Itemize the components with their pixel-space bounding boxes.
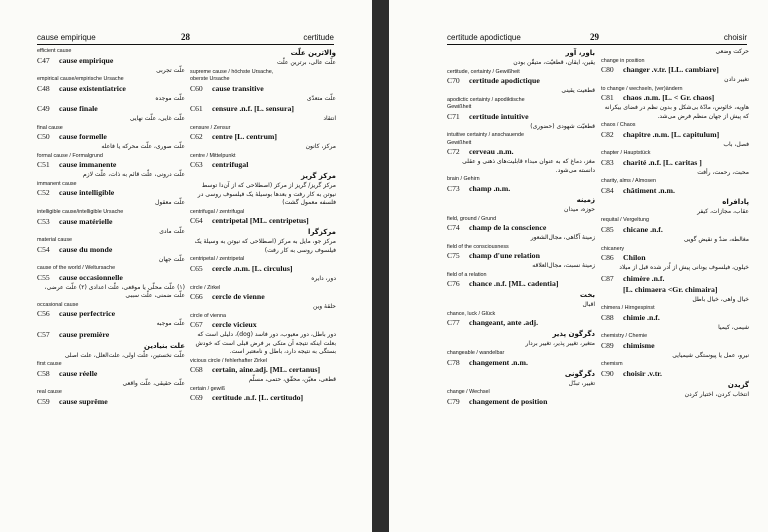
entry-term: chimisme [623,340,655,350]
entry-code: C77 [447,318,460,328]
dictionary-entry [37,188,185,198]
dictionary-entry [601,313,749,323]
entry-term: chimère .n.f. [623,273,665,283]
header-rule [447,44,747,45]
persian-definition: علّت معقول [155,199,185,207]
left-page-column-2 [190,48,336,404]
persian-definition: محبت، رحمت، رأفت [697,168,749,176]
entry-code: C81 [601,93,614,103]
dictionary-entry [190,84,336,94]
entry-term: cercle de vienne [212,292,265,302]
english-german-equivalent: requital / Vergeltung [601,217,649,224]
persian-definition: حرکت وضعی [715,48,749,55]
entry-term: cause transitive [212,83,264,93]
english-german-equivalent: centrifugal / zentrifugal [190,208,245,215]
header-left-word: cause empirique [37,33,96,42]
entry-term: châtiment .n.m. [623,185,675,195]
page-number: 28 [181,32,190,42]
entry-term: cause existentiatrice [59,83,126,93]
dictionary-entry [447,184,595,194]
entry-code: C47 [37,55,50,65]
persian-definition: نیرو، عمل یا پیوستگی شیمیایی [672,351,749,359]
dictionary-entry [601,186,749,196]
persian-headword: علت بنیادین [144,341,185,350]
left-page-column-1 [37,48,185,408]
persian-definition: دور باطل، دور معیوب، دور فاسد (dog)، دلیلی است که بعلت اینکه نتیجه آن متکی بر فرض قبلی است که خودش بستگی به نتیجه دارد، باطل و نامعتبر است. [195,331,336,356]
dictionary-entry [37,104,185,114]
persian-definition: علّت تجربی [156,66,185,74]
persian-definition: حلقهٔ وین [313,303,336,311]
dictionary-entry [37,132,185,142]
entry-term: cause matérielle [59,216,113,226]
dictionary-entry [601,65,749,75]
entry-term: centripetal [ML. centripetus] [212,216,309,226]
english-german-equivalent: change in position [601,57,645,64]
persian-headword: بخت [579,291,595,300]
english-german-equivalent: censure / Zensur [190,124,231,131]
persian-definition: علّت صوری، علّت محرکه یا فاعله [101,143,185,151]
entry-term: cause empirique [59,55,114,65]
persian-definition: علّت موجده [155,94,185,102]
persian-headword: باور، آور [565,49,595,57]
english-german-equivalent: chaos / Chaos [601,122,636,129]
english-equivalent: material cause [37,237,73,244]
entry-code: C82 [601,129,614,139]
entry-code: C84 [601,185,614,195]
persian-headword: والاترین علّت [290,49,336,57]
entry-code: C58 [37,368,50,378]
entry-term: chapitre .n.m. [L. capitulum] [623,129,720,139]
dictionary-entry [37,160,185,170]
persian-definition: (۱) علّت محلّی یا موقعی، علّت اعدادی (۲) علّت عرضی، علّت ضمنی، علّت سببی [44,283,185,300]
english-german-equivalent: circle of vienna [190,312,226,319]
dictionary-entry [447,223,595,233]
dictionary-entry [447,318,595,328]
right-page [389,0,768,532]
persian-definition: قطعیت یقینی [561,87,595,95]
entry-code: C63 [190,160,203,170]
entry-term: cause finale [59,104,98,114]
dictionary-entry [190,264,336,274]
entry-code: C55 [37,272,50,282]
entry-term: centre [L. centrum] [212,132,278,142]
persian-headword: دگرگونی [564,369,595,378]
entry-code: C52 [37,188,50,198]
persian-definition: مغز، دماغ که به عنوان مبداء قابلیت‌های ذهنی و عقلی دانسته می‌شود. [462,158,595,174]
entry-term: chance .n.f. [ML. cadentia] [469,279,559,289]
english-german-equivalent: charity, alms / Almosen [601,178,657,185]
english-german-equivalent: field of the consciousness [447,243,509,250]
dictionary-entry [447,279,595,289]
entry-term: cause du monde [59,244,113,254]
entry-code: C88 [601,312,614,322]
left-page [0,0,372,532]
persian-headword: دگرگون پذیر [552,330,595,339]
english-german-equivalent: apodictic certainty / apodiktische [447,96,525,103]
dictionary-entry [37,369,185,379]
dictionary-entry [601,274,749,284]
entry-code: C90 [601,368,614,378]
persian-definition: علّت نخستین، علّت اولی، علت‌العلل، علت اصلی [64,351,185,359]
persian-definition: قطعی، معیّن، محقّق، حتمی، مسلّم [248,376,336,384]
entry-term: cercle .n.m. [L. circulus] [212,264,293,274]
dictionary-entry [190,216,336,226]
persian-definition: زمینهٔ آگاهی، مجال‌الشعور [530,234,595,242]
entry-code: C86 [601,253,614,263]
english-german-equivalent: intuitive certainty / anschauende [447,132,525,139]
entry-code: C85 [601,225,614,235]
persian-definition: علّت متعدّی [306,94,336,102]
persian-headword: مرکز گریز [301,172,336,181]
entry-code: C54 [37,244,50,254]
persian-definition: خیال واهی، خیال باطل [692,295,749,303]
persian-headword: مرکزگرا [308,228,336,237]
english-german-equivalent: centripetal / zentripetal [190,256,245,263]
persian-headword: زمینه [576,196,595,205]
persian-headword: پادافراه [722,197,749,206]
entry-term: cause occasionnelle [59,272,123,282]
entry-term: choisir .v.tr. [623,368,662,378]
persian-definition: علّت جهان [158,255,185,263]
entry-code: C73 [447,184,460,194]
dictionary-entry [37,397,185,407]
dictionary-entry [447,147,595,157]
entry-term: changeant, ante .adj. [469,318,539,328]
entry-code: C89 [601,340,614,350]
entry-code: C66 [190,292,203,302]
dictionary-entry [37,245,185,255]
entry-term: changement .n.m. [469,357,528,367]
entry-term: changer .v.tr. [LL. cambiare] [623,65,719,75]
entry-code: C64 [190,216,203,226]
dictionary-entry [37,56,185,66]
entry-code: C83 [601,157,614,167]
english-german-equivalent: change / Wechsel [447,389,490,396]
entry-term: champ .n.m. [469,184,511,194]
entry-term: cause formelle [59,132,107,142]
entry-term: certitude intuitive [469,111,529,121]
entry-code: C57 [37,329,50,339]
english-german-equivalent: certitude, certainty / Gewißheit [447,68,520,75]
english-german-equivalent: empirical cause/empirische Ursache [37,76,124,83]
dictionary-entry [37,309,185,319]
entry-code: C51 [37,160,50,170]
persian-definition: علّت درونی، علّت قائم به ذات، علّت لازم [82,171,185,179]
entry-term: champ d'une relation [469,251,540,261]
header-right-word: choisir [723,33,747,42]
english-german-equivalent: circle / Zirkel [190,284,221,291]
dictionary-entry [37,84,185,94]
dictionary-entry [601,253,749,263]
header-right-word: certitude [303,33,334,42]
english-equivalent: final cause [37,124,63,131]
english-equivalent: occasional cause [37,301,79,308]
entry-term: cercle vicieux [212,320,257,330]
entry-term: chimie .n.f. [623,312,660,322]
persian-definition: علّت مادی [159,227,185,235]
header-rule [37,44,334,45]
persian-definition: مغالطه، ضدّ و نقیض گویی [683,236,749,244]
persian-definition: علّت موجبه [156,320,185,328]
persian-definition: دور، دایره [311,275,336,283]
page-number: 29 [590,32,599,42]
entry-term: cerveau .n.m. [469,147,514,157]
dictionary-entry [447,358,595,368]
english-german-equivalent: intelligible cause/intelligible Ursache [37,208,124,215]
dictionary-entry [601,341,749,351]
dictionary-entry [190,393,336,403]
entry-term-continuation: [L. chimaera <Gr. chimaira] [623,284,718,294]
persian-definition: هاویه، خائوس، مادّهٔ بی‌شکل و بدون نظم در فضای بیکرانه که پیش از جهان منظم فرض می‌شد. [604,104,749,120]
entry-term: centrifugal [212,160,249,170]
dictionary-entry [601,130,749,140]
dictionary-entry [37,217,185,227]
entry-code: C59 [37,397,50,407]
entry-code: C87 [601,273,614,283]
persian-definition: انتقاد [323,115,336,123]
persian-definition: اقبال [582,301,595,309]
entry-code: C48 [37,83,50,93]
english-german-equivalent: vicious circle / fehlerhafter Zirkel [190,357,267,364]
entry-code: C74 [447,223,460,233]
entry-term: chicane .n.f. [623,225,663,235]
dictionary-entry [447,251,595,261]
entry-term: certitude apodictique [469,76,540,86]
english-german-equivalent: chimera / Hirngespinst [601,305,655,312]
entry-code: C49 [37,104,50,114]
entry-code: C62 [190,132,203,142]
persian-definition: خیلون، فیلسوف یونانی پیش از اُدر شده قبل از میلاد [619,264,749,272]
persian-definition: مرکز جو، مایل به مرکز (اصطلاحی که نیوتن به وسیلهٔ یک فیلسوف روسی به کار رفت) [194,238,336,254]
entry-term: chaos .n.m. [L. < Gr. chaos] [623,93,715,103]
right-page-column-1 [447,48,595,408]
persian-definition: قطعیّت شهودی (حضوری) [530,122,595,130]
english-german-equivalent: field of a relation [447,271,487,278]
entry-code: C79 [447,396,460,406]
persian-definition: مرکز، کانون [305,143,336,151]
english-german-equivalent: cause of the world / Weltursache [37,265,116,272]
persian-definition: علّت عالی، برترین علّت [276,59,336,66]
dictionary-entry [601,369,749,379]
persian-definition: علّت حقیقی، علّت واقعی [122,379,185,387]
persian-definition: شیمی، کیمیا [718,323,749,331]
entry-code: C60 [190,83,203,93]
dictionary-entry [190,320,336,330]
entry-code: C67 [190,320,203,330]
entry-code: C72 [447,147,460,157]
entry-term: cause perfectrice [59,309,116,319]
dictionary-entry [190,160,336,170]
entry-code: C75 [447,251,460,261]
entry-term: censure .n.f. [L. sensura] [212,104,294,114]
dictionary-entry [447,76,595,86]
persian-definition: زمینهٔ نسبت، مجال‌العلاقه [532,262,595,270]
entry-code: C78 [447,357,460,367]
english-german-equivalent: chapter / Hauptstück [601,150,651,157]
entry-term: Chilon [623,253,646,263]
persian-definition: علّت غایی، علّت نهایی [129,115,185,123]
persian-definition: متغیر، تغییر پذیر، تغییر بردار [525,340,595,348]
english-german-equivalent: centre / Mittelpunkt [190,152,236,159]
entry-term: cause réelle [59,368,98,378]
persian-definition: تغییر، تبدّل [568,379,595,387]
entry-code: C80 [601,65,614,75]
english-german-equivalent: brain / Gehirn [447,176,480,183]
entry-term: changement de position [469,396,548,406]
persian-definition: عقاب، مجازات، کیفر [697,207,749,215]
english-german-equivalent: chicanery [601,245,625,252]
entry-code: C61 [190,104,203,114]
dictionary-entry [447,112,595,122]
english-equivalent: efficient cause [37,48,72,54]
right-page-column-2 [601,48,749,400]
entry-code: C50 [37,132,50,142]
english-equivalent: real cause [37,389,62,396]
persian-definition: انتخاب کردن، اختیار کردن [684,390,749,398]
entry-term: cause première [59,329,110,339]
english-equivalent: first cause [37,361,62,368]
entry-code: C65 [190,264,203,274]
dictionary-entry [601,93,749,103]
entry-code: C70 [447,76,460,86]
english-german-equivalent: chemistry / Chemie [601,333,648,340]
persian-definition: تغییر دادن [724,76,749,84]
english-german-equivalent: Gewißheit [447,104,472,111]
english-german-equivalent: field, ground / Grund [447,215,497,222]
english-german-equivalent: changeable / wandelbar [447,349,505,356]
dictionary-entry [190,292,336,302]
english-german-equivalent: certain / gewiß [190,385,226,392]
entry-code: C71 [447,111,460,121]
english-german-equivalent: Gewißheit [447,139,472,146]
dictionary-entry [601,225,749,235]
dictionary-entry [190,132,336,142]
dictionary-entry [37,330,185,340]
persian-definition: یقین، ایقان، قطعیّت، متیقّن بودن [513,59,595,66]
entry-term: cause suprême [59,397,108,407]
entry-term: champ de la conscience [469,223,547,233]
entry-term: certain, aine.adj. [ML. certanus] [212,365,321,375]
english-german-equivalent: oberste Ursache [190,76,230,83]
header-left-word: certitude apodictique [447,33,521,42]
dictionary-entry [447,397,595,407]
entry-term: cause immanente [59,160,117,170]
dictionary-entry [190,365,336,375]
entry-code: C68 [190,365,203,375]
english-equivalent: immanent cause [37,180,77,187]
english-german-equivalent: chance, luck / Glück [447,310,496,317]
persian-definition: حوزه، میدان [564,206,595,214]
entry-code: C56 [37,309,50,319]
dictionary-entry [601,158,749,168]
entry-code: C53 [37,216,50,226]
entry-code: C69 [190,393,203,403]
entry-code: C76 [447,279,460,289]
dictionary-entry [37,273,185,283]
persian-definition: مرکز گریز/ گریز از مرکز (اصطلاحی که از آن‌دا توسط نیوتن به کار رفت و بعدها بوسیلهٔ یک فیلسوف روسی در فلسفه معمول گشت) [197,182,336,207]
entry-term: certitude .n.f. [L. certitudo] [212,393,304,403]
entry-term: charité .n.f. [L. caritas ] [623,157,702,167]
english-german-equivalent: chemism [601,361,623,368]
persian-definition: فصل، باب [723,140,749,148]
english-german-equivalent: formal cause / Formalgrund [37,152,103,159]
english-german-equivalent: supreme cause / höchste Ursache, [190,68,274,75]
english-german-equivalent: to change / wechseln, (ver)ändern [601,85,683,92]
dictionary-entry [190,104,336,114]
persian-headword: گزیدن [727,380,749,389]
entry-term: cause intelligible [59,188,115,198]
